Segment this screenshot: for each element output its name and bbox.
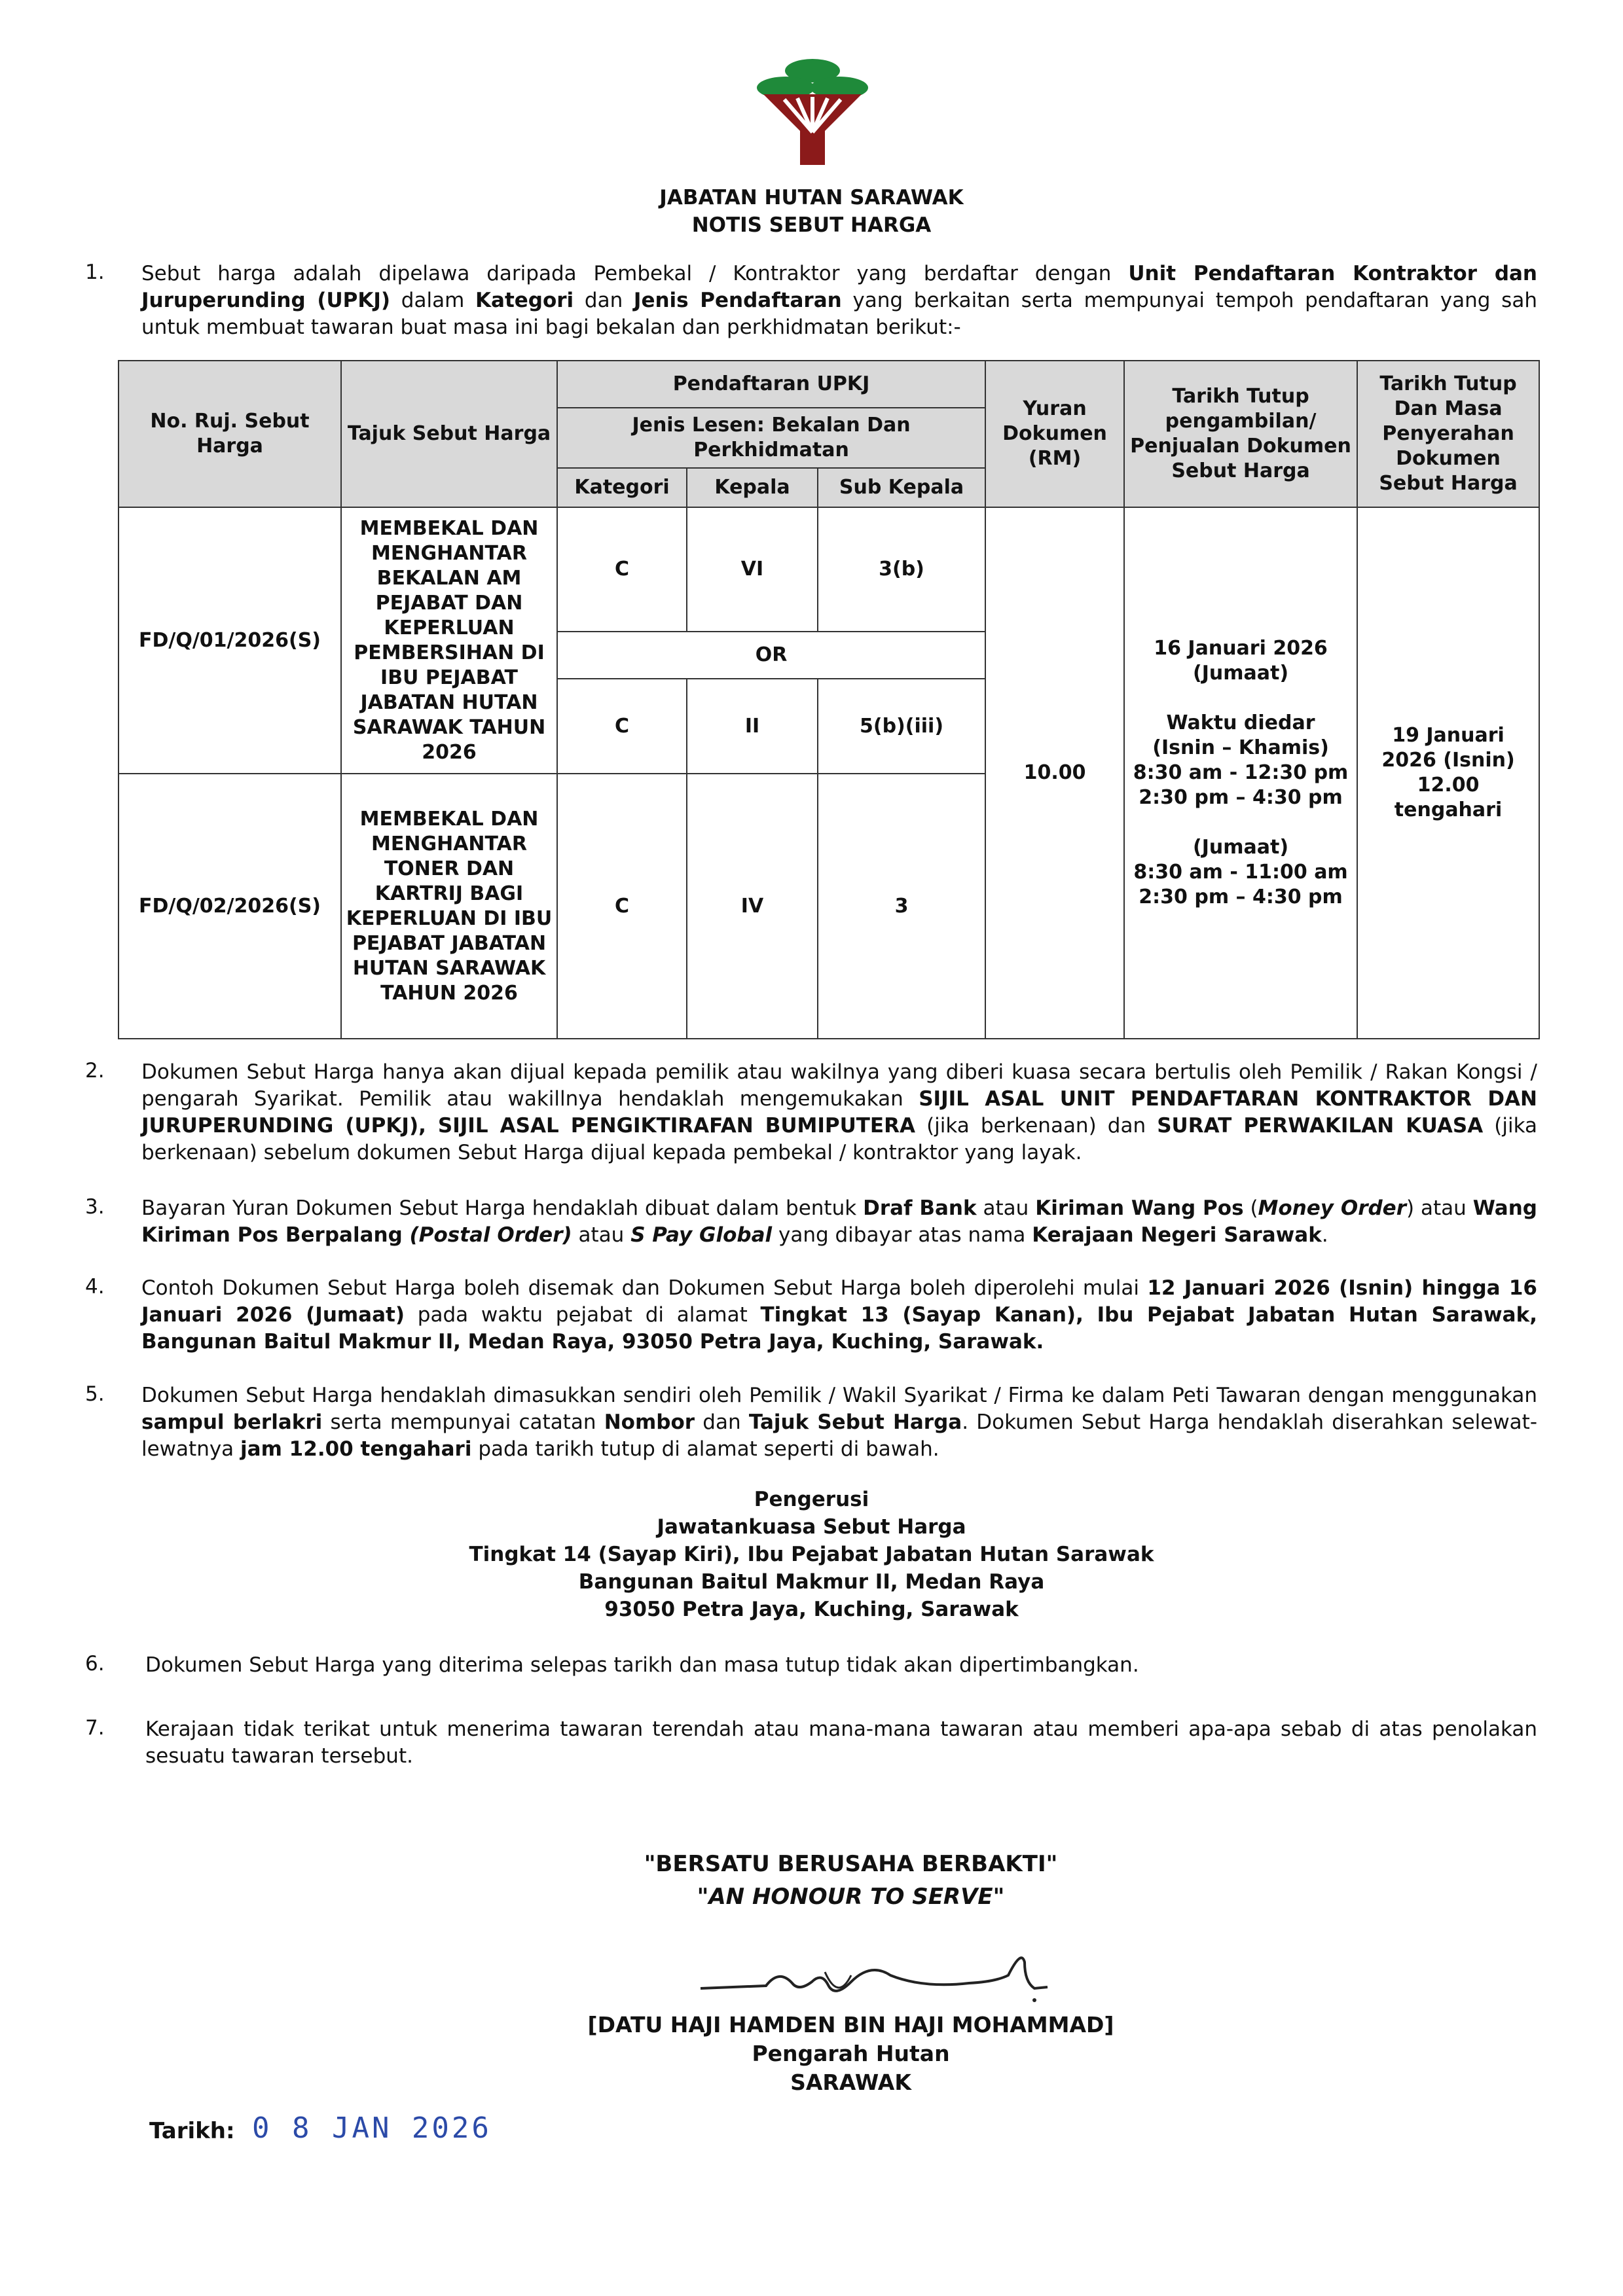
- para-3-number: 3.: [85, 1195, 105, 1219]
- header-kategori: Kategori: [557, 468, 687, 507]
- department-title: JABATAN HUTAN SARAWAK: [659, 186, 964, 209]
- signatory-block: [0, 2011, 1623, 2097]
- fee-value: 10.00: [985, 507, 1124, 1039]
- signatory-name: [DATU HAJI HAMDEN BIN HAJI MOHAMMAD]: [587, 2012, 1114, 2037]
- row1b-sub-kepala: 5(b)(iii): [818, 679, 985, 774]
- row1b-kategori: C: [557, 679, 687, 774]
- row1-ref: FD/Q/01/2026(S): [119, 507, 341, 774]
- close-sale-weekday-pm: 2:30 pm – 4:30 pm: [1139, 786, 1343, 809]
- row1a-kepala: VI: [687, 507, 818, 632]
- row2-sub-kepala: 3: [818, 774, 985, 1039]
- row2-kepala: IV: [687, 774, 818, 1039]
- row1b-kepala: II: [687, 679, 818, 774]
- header-close-submit: Tarikh Tutup Dan Masa Penyerahan Dokumen Sebut Harga: [1357, 361, 1539, 507]
- motto-english: "AN HONOUR TO SERVE": [697, 1884, 1005, 1910]
- header-upkj: Pendaftaran UPKJ: [557, 361, 985, 408]
- header-close-sale: Tarikh Tutup pengambilan/ Penjualan Dokumen Sebut Harga: [1124, 361, 1357, 507]
- para-4: Contoh Dokumen Sebut Harga boleh disemak dan Dokumen Sebut Harga boleh diperolehi mulai 12 Januari 2026 (Isnin) hingga 16 Januari 2026 (Jumaat) pada waktu pejabat di alamat Tingkat 13 (Sayap Kanan), Ibu Pejabat Jabatan Hutan Sarawak, Bangunan Baitul Makmur II, Medan Raya, 93050 Petra Jaya, Kuching, Sarawak.: [141, 1276, 1537, 1354]
- close-sale-weekday-am: 8:30 am - 12:30 pm: [1133, 761, 1349, 784]
- close-sale-date: 16 Januari 2026: [1154, 637, 1328, 660]
- address-block: [0, 1486, 1623, 1623]
- close-sale-cell: [1124, 507, 1357, 1039]
- close-sale-hours-label: Waktu diedar: [1166, 711, 1315, 734]
- para-6: Dokumen Sebut Harga yang diterima selepas tarikh dan masa tutup tidak akan dipertimbangkan.: [145, 1653, 1139, 1677]
- address-line-4: Bangunan Baitul Makmur II, Medan Raya: [578, 1570, 1045, 1594]
- close-sale-weekday: (Isnin – Khamis): [1152, 736, 1329, 759]
- quotation-table: [118, 360, 1540, 1039]
- header-fee: Yuran Dokumen (RM): [985, 361, 1124, 507]
- para-6-number: 6.: [85, 1652, 105, 1676]
- header-kepala: Kepala: [687, 468, 818, 507]
- header-sub-kepala: Sub Kepala: [818, 468, 985, 507]
- para-2: Dokumen Sebut Harga hanya akan dijual kepada pemilik atau wakilnya yang diberi kuasa secara bertulis oleh Pemilik / Rakan Kongsi / pengarah Syarikat. Pemilik atau wakillnya hendaklah mengemukakan SIJIL ASAL UNIT PENDAFTARAN KONTRAKTOR DAN JURUPERUNDING (UPKJ), SIJIL ASAL PENGIKTIRAFAN BUMIPUTERA (jika berkenaan) dan SURAT PERWAKILAN KUASA (jika berkenaan) sebelum dokumen Sebut Harga dijual kepada pembekal / kontraktor yang layak.: [141, 1060, 1538, 1164]
- row1a-kategori: C: [557, 507, 687, 632]
- close-sale-day: (Jumaat): [1193, 662, 1289, 685]
- para-1: Sebut harga adalah dipelawa daripada Pembekal / Kontraktor yang berdaftar dengan Unit Pendaftaran Kontraktor dan Juruperunding (UPKJ) dalam Kategori dan Jenis Pendaftaran yang berkaitan serta mempunyai tempoh pendaftaran yang sah untuk membuat tawaran buat masa ini bagi bekalan dan perkhidmatan berikut:-: [141, 262, 1537, 339]
- row2-kategori: C: [557, 774, 687, 1039]
- para-4-number: 4.: [85, 1275, 105, 1299]
- row2-title: MEMBEKAL DAN MENGHANTAR TONER DAN KARTRIJ BAGI KEPERLUAN DI IBU PEJABAT JABATAN HUTAN SARAWAK TAHUN 2026: [341, 774, 557, 1039]
- row1-title: MEMBEKAL DAN MENGHANTAR BEKALAN AM PEJABAT DAN KEPERLUAN PEMBERSIHAN DI IBU PEJABAT JABATAN HUTAN SARAWAK TAHUN 2026: [341, 507, 557, 774]
- para-7-number: 7.: [85, 1716, 105, 1740]
- address-line-3: Tingkat 14 (Sayap Kiri), Ibu Pejabat Jabatan Hutan Sarawak: [469, 1543, 1154, 1566]
- address-line-2: Jawatankuasa Sebut Harga: [657, 1515, 966, 1539]
- motto-malay: "BERSATU BERUSAHA BERBAKTI": [644, 1851, 1058, 1877]
- para-7: Kerajaan tidak terikat untuk menerima tawaran terendah atau mana-mana tawaran atau memberi apa-apa sebab di atas penolakan sesuatu tawaran tersebut.: [145, 1717, 1537, 1768]
- notice-title: NOTIS SEBUT HARGA: [691, 213, 932, 237]
- or-label: OR: [557, 632, 985, 679]
- close-sale-friday-pm: 2:30 pm – 4:30 pm: [1139, 886, 1343, 908]
- header-jenis-lesen: Jenis Lesen: Bekalan Dan Perkhidmatan: [557, 408, 985, 468]
- row1a-sub-kepala: 3(b): [818, 507, 985, 632]
- header-title: Tajuk Sebut Harga: [341, 361, 557, 507]
- para-3: Bayaran Yuran Dokumen Sebut Harga hendaklah dibuat dalam bentuk Draf Bank atau Kiriman Wang Pos (Money Order) atau Wang Kiriman Pos Berpalang (Postal Order) atau S Pay Global yang dibayar atas nama Kerajaan Negeri Sarawak.: [141, 1196, 1537, 1247]
- address-line-5: 93050 Petra Jaya, Kuching, Sarawak: [604, 1598, 1019, 1621]
- close-sale-friday: (Jumaat): [1193, 836, 1289, 859]
- address-line-1: Pengerusi: [754, 1488, 869, 1511]
- para-5: Dokumen Sebut Harga hendaklah dimasukkan sendiri oleh Pemilik / Wakil Syarikat / Firma ke dalam Peti Tawaran dengan menggunakan sampul berlakri serta mempunyai catatan Nombor dan Tajuk Sebut Harga. Dokumen Sebut Harga hendaklah diserahkan selewat-lewatnya jam 12.00 tengahari pada tarikh tutup di alamat seperti di bawah.: [141, 1384, 1538, 1461]
- row2-ref: FD/Q/02/2026(S): [119, 774, 341, 1039]
- close-submit-value: 19 Januari 2026 (Isnin) 12.00 tengahari: [1357, 507, 1539, 1039]
- header-ref: No. Ruj. Sebut Harga: [119, 361, 341, 507]
- para-5-number: 5.: [85, 1382, 105, 1406]
- close-sale-friday-am: 8:30 am - 11:00 am: [1133, 861, 1348, 884]
- signature-image: [694, 1936, 1061, 2008]
- para-2-number: 2.: [85, 1059, 105, 1083]
- jabatan-hutan-logo: [752, 54, 873, 170]
- date-stamp: 0 8 JAN 2026: [252, 2111, 492, 2145]
- signatory-position: Pengarah Hutan: [752, 2041, 950, 2066]
- para-1-number: 1.: [85, 260, 105, 284]
- date-label: Tarikh:: [149, 2118, 235, 2144]
- signatory-state: SARAWAK: [790, 2070, 911, 2095]
